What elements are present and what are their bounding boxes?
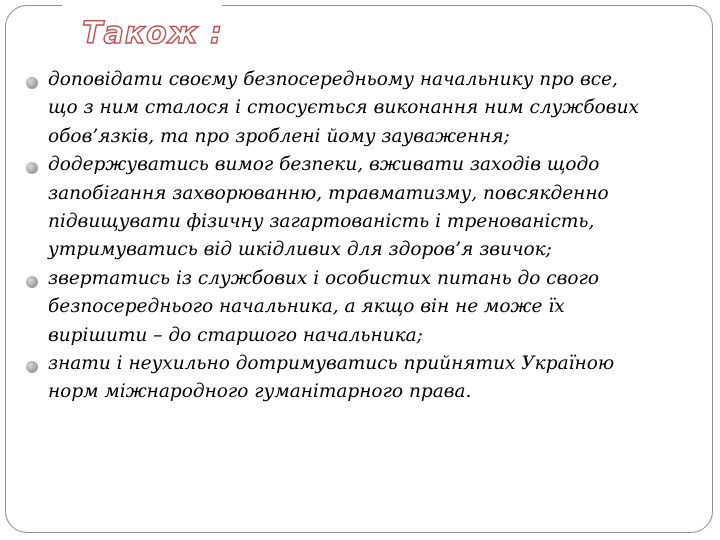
list-item-line: запобігання захворюванню, травматизму, повсякденно [48, 182, 609, 204]
list-item-line: додержуватись вимог безпеки, вживати заходів щодо [48, 154, 600, 176]
bullet-icon [26, 162, 38, 174]
list-item [22, 151, 682, 265]
list-item-line: що з ним сталося і стосується виконання ним службових [48, 97, 639, 119]
list-item-line: підвищувати фізичну загартованість і тренованість, [48, 211, 595, 233]
slide-title: Також : [82, 16, 223, 51]
list-item-line: вирішити – до старшого начальника; [48, 324, 423, 346]
list-item-line: утримуватись від шкідливих для здоров’я звичок; [48, 239, 552, 261]
bullet-icon [26, 77, 38, 89]
bullet-icon [26, 276, 38, 288]
bullet-list [22, 66, 682, 407]
list-item [22, 66, 682, 151]
list-item-line: безпосереднього начальника, а якщо він не може їх [48, 296, 565, 318]
list-item-line: обов’язків, та про зроблені йому зауваження; [48, 125, 510, 147]
list-item-line: норм міжнародного гуманітарного права. [48, 381, 472, 403]
list-item-line: доповідати своєму безпосередньому начальнику про все, [48, 69, 618, 90]
frame-gap [62, 5, 222, 8]
list-item [22, 350, 682, 407]
list-item-line: знати і неухильно дотримуватись прийнятих Україною [48, 353, 615, 375]
list-item-line: звертатись із службових і особистих питань до свого [48, 267, 600, 289]
list-item [22, 265, 682, 350]
bullet-icon [26, 361, 38, 373]
